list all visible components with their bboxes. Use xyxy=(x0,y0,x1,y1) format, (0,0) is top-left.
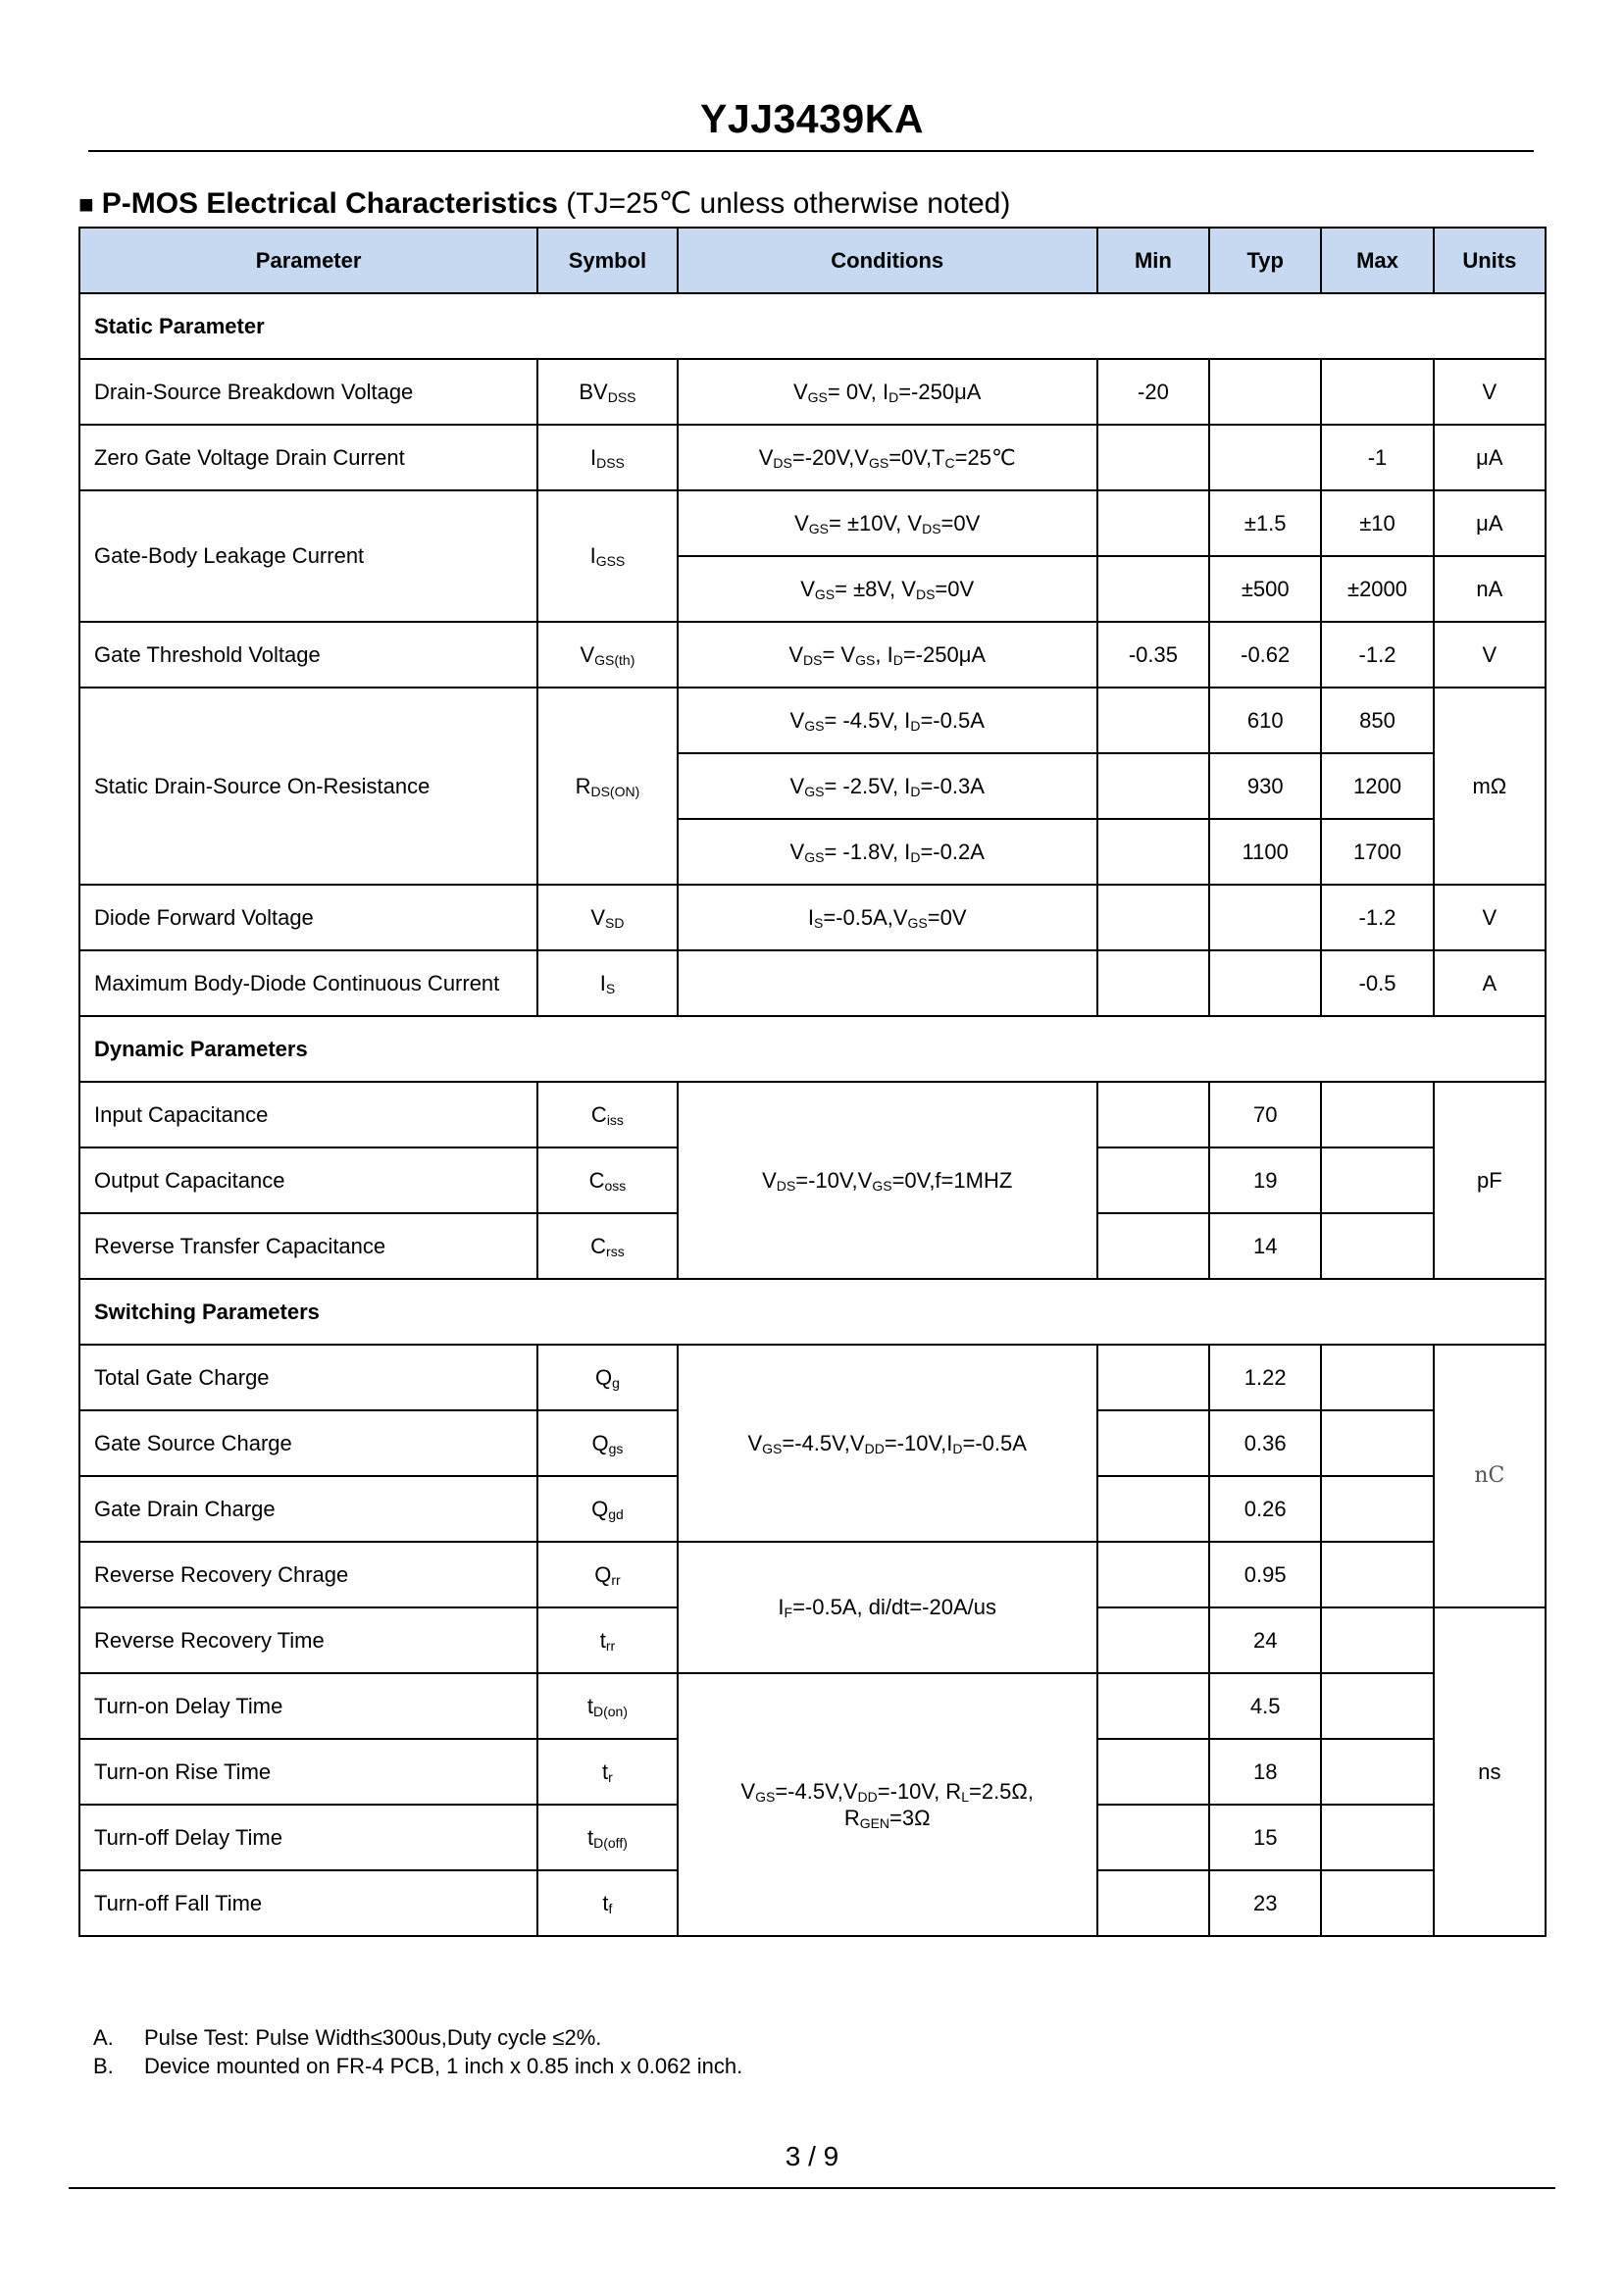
header-cell: Units xyxy=(1434,228,1546,293)
min-cell xyxy=(1097,885,1209,950)
typ-cell: 18 xyxy=(1209,1739,1321,1805)
min-cell: -20 xyxy=(1097,359,1209,425)
typ-cell: 14 xyxy=(1209,1213,1321,1279)
min-cell xyxy=(1097,753,1209,819)
min-cell xyxy=(1097,556,1209,622)
footnote: B. Device mounted on FR-4 PCB, 1 inch x 0.85 inch x 0.062 inch. xyxy=(93,2054,743,2078)
symbol-cell: $t_{D(off)}$ xyxy=(537,1805,677,1870)
condition-cell: $V_{DS}=-10V,V_{GS}=0V,f=1MHZ$ xyxy=(678,1082,1097,1279)
min-cell xyxy=(1097,1870,1209,1936)
param-cell: Drain-Source Breakdown Voltage xyxy=(79,359,537,425)
min-cell xyxy=(1097,1542,1209,1607)
unit-cell: nA xyxy=(1434,556,1546,622)
unit-cell: nC xyxy=(1434,1345,1546,1607)
max-cell xyxy=(1321,359,1433,425)
symbol-cell: $V_{GS(th)}$ xyxy=(537,622,677,688)
max-cell xyxy=(1321,1213,1433,1279)
param-cell: Static Drain-Source On-Resistance xyxy=(79,688,537,885)
typ-cell: 15 xyxy=(1209,1805,1321,1870)
table-header-row xyxy=(79,228,1546,293)
unit-cell: V xyxy=(1434,885,1546,950)
page-number: 3 / 9 xyxy=(785,2141,839,2171)
header-cell: Min xyxy=(1097,228,1209,293)
max-cell: 1200 xyxy=(1321,753,1433,819)
typ-cell: 4.5 xyxy=(1209,1673,1321,1739)
max-cell xyxy=(1321,1870,1433,1936)
condition-cell: $V_{DS}=-20V,V_{GS}=0V,T_C=25℃$ xyxy=(678,425,1097,490)
min-cell xyxy=(1097,1082,1209,1147)
typ-cell xyxy=(1209,885,1321,950)
symbol-cell: $C_{oss}$ xyxy=(537,1147,677,1213)
symbol-cell: $t_f$ xyxy=(537,1870,677,1936)
unit-cell: V xyxy=(1434,359,1546,425)
typ-cell: 23 xyxy=(1209,1870,1321,1936)
header-cell: Typ xyxy=(1209,228,1321,293)
unit-cell: pF xyxy=(1434,1082,1546,1279)
min-cell: -0.35 xyxy=(1097,622,1209,688)
min-cell xyxy=(1097,1476,1209,1542)
condition-cell xyxy=(678,950,1097,1016)
param-cell: Turn-on Delay Time xyxy=(79,1673,537,1739)
typ-cell: -0.62 xyxy=(1209,622,1321,688)
footer-rule xyxy=(69,2187,1555,2189)
typ-cell: 610 xyxy=(1209,688,1321,753)
group-heading: Dynamic Parameters xyxy=(79,1016,1546,1082)
symbol-cell: $t_{rr}$ xyxy=(537,1607,677,1673)
table-row xyxy=(79,622,1546,688)
symbol-cell: $Q_{gd}$ xyxy=(537,1476,677,1542)
max-cell: -0.5 xyxy=(1321,950,1433,1016)
max-cell xyxy=(1321,1673,1433,1739)
min-cell xyxy=(1097,1805,1209,1870)
param-cell: Gate Threshold Voltage xyxy=(79,622,537,688)
symbol-cell: $t_r$ xyxy=(537,1739,677,1805)
max-cell: -1 xyxy=(1321,425,1433,490)
min-cell xyxy=(1097,425,1209,490)
typ-cell xyxy=(1209,425,1321,490)
param-cell: Reverse Recovery Time xyxy=(79,1607,537,1673)
condition-cell: $V_{GS}=-4.5V,V_{DD}=-10V$, $R_L=2.5\Omega$, $R_{GEN}=3\Omega$ xyxy=(678,1673,1097,1936)
unit-cell: V xyxy=(1434,622,1546,688)
unit-cell: μA xyxy=(1434,490,1546,556)
max-cell xyxy=(1321,1345,1433,1410)
unit-cell: mΩ xyxy=(1434,688,1546,885)
condition-cell: $V_{GS}=-4.5V,V_{DD}=-10V,I_D=-0.5A$ xyxy=(678,1345,1097,1542)
table-row xyxy=(79,1542,1546,1607)
param-cell: Turn-off Fall Time xyxy=(79,1870,537,1936)
condition-cell: $V_{GS}= -4.5V$, $I_D=-0.5A$ xyxy=(678,688,1097,753)
typ-cell: 70 xyxy=(1209,1082,1321,1147)
symbol-cell: $I_{DSS}$ xyxy=(537,425,677,490)
unit-cell: μA xyxy=(1434,425,1546,490)
header-cell: Conditions xyxy=(678,228,1097,293)
min-cell xyxy=(1097,950,1209,1016)
table-row xyxy=(79,688,1546,753)
max-cell: 850 xyxy=(1321,688,1433,753)
param-cell: Gate-Body Leakage Current xyxy=(79,490,537,622)
max-cell xyxy=(1321,1542,1433,1607)
typ-cell: 930 xyxy=(1209,753,1321,819)
min-cell xyxy=(1097,490,1209,556)
param-cell: Gate Drain Charge xyxy=(79,1476,537,1542)
max-cell xyxy=(1321,1805,1433,1870)
param-cell: Turn-on Rise Time xyxy=(79,1739,537,1805)
group-heading: Static Parameter xyxy=(79,293,1546,359)
max-cell: ±2000 xyxy=(1321,556,1433,622)
condition-cell: $I_F=-0.5A$, di/dt=-20A/us xyxy=(678,1542,1097,1673)
condition-cell: $V_{GS}= \pm 10V$, $V_{DS}=0V$ xyxy=(678,490,1097,556)
header-cell: Parameter xyxy=(79,228,537,293)
unit-cell: ns xyxy=(1434,1607,1546,1936)
param-cell: Reverse Recovery Chrage xyxy=(79,1542,537,1607)
condition-cell: $V_{GS}= -1.8V$, $I_D=-0.2A$ xyxy=(678,819,1097,885)
typ-cell: 1.22 xyxy=(1209,1345,1321,1410)
symbol-cell: $t_{D(on)}$ xyxy=(537,1673,677,1739)
min-cell xyxy=(1097,1607,1209,1673)
square-bullet-icon: ■ xyxy=(78,189,94,219)
typ-cell: ±500 xyxy=(1209,556,1321,622)
max-cell: -1.2 xyxy=(1321,885,1433,950)
symbol-cell: $Q_{rr}$ xyxy=(537,1542,677,1607)
typ-cell: 1100 xyxy=(1209,819,1321,885)
table-row xyxy=(79,1082,1546,1147)
typ-cell: ±1.5 xyxy=(1209,490,1321,556)
max-cell xyxy=(1321,1607,1433,1673)
typ-cell: 24 xyxy=(1209,1607,1321,1673)
symbol-cell: $I_S$ xyxy=(537,950,677,1016)
min-cell xyxy=(1097,1213,1209,1279)
max-cell xyxy=(1321,1739,1433,1805)
max-cell: ±10 xyxy=(1321,490,1433,556)
param-cell: Turn-off Delay Time xyxy=(79,1805,537,1870)
condition-cell: $V_{GS}= \pm 8V$, $V_{DS}=0V$ xyxy=(678,556,1097,622)
typ-cell xyxy=(1209,950,1321,1016)
typ-cell: 19 xyxy=(1209,1147,1321,1213)
document-title: YJJ3439KA xyxy=(700,96,924,141)
param-cell: Diode Forward Voltage xyxy=(79,885,537,950)
section-title: P-MOS Electrical Characteristics xyxy=(101,187,558,220)
condition-cell: $V_{DS}= V_{GS}$, $I_D=-250\mu A$ xyxy=(678,622,1097,688)
unit-cell: A xyxy=(1434,950,1546,1016)
section-subtitle: (TJ=25℃ unless otherwise noted) xyxy=(566,187,1011,220)
header-cell: Max xyxy=(1321,228,1433,293)
symbol-cell: $I_{GSS}$ xyxy=(537,490,677,622)
header-cell: Symbol xyxy=(537,228,677,293)
table-row xyxy=(79,1673,1546,1739)
symbol-cell: $C_{rss}$ xyxy=(537,1213,677,1279)
min-cell xyxy=(1097,1410,1209,1476)
symbol-cell: $BV_{DSS}$ xyxy=(537,359,677,425)
min-cell xyxy=(1097,1345,1209,1410)
min-cell xyxy=(1097,1147,1209,1213)
max-cell xyxy=(1321,1147,1433,1213)
param-cell: Total Gate Charge xyxy=(79,1345,537,1410)
condition-cell: $V_{GS}= 0V$, $I_D=-250\mu A$ xyxy=(678,359,1097,425)
param-cell: Zero Gate Voltage Drain Current xyxy=(79,425,537,490)
symbol-cell: $V_{SD}$ xyxy=(537,885,677,950)
table-row xyxy=(79,490,1546,556)
table-row xyxy=(79,950,1546,1016)
param-cell: Gate Source Charge xyxy=(79,1410,537,1476)
typ-cell: 0.95 xyxy=(1209,1542,1321,1607)
max-cell: 1700 xyxy=(1321,819,1433,885)
table-row xyxy=(79,885,1546,950)
table-row xyxy=(79,1345,1546,1410)
min-cell xyxy=(1097,1673,1209,1739)
min-cell xyxy=(1097,1739,1209,1805)
footnote: A. Pulse Test: Pulse Width≤300us,Duty cycle ≤2%. xyxy=(93,2025,602,2050)
group-heading: Switching Parameters xyxy=(79,1279,1546,1345)
typ-cell xyxy=(1209,359,1321,425)
param-cell: Output Capacitance xyxy=(79,1147,537,1213)
max-cell xyxy=(1321,1082,1433,1147)
max-cell xyxy=(1321,1410,1433,1476)
min-cell xyxy=(1097,688,1209,753)
condition-cell: $V_{GS}= -2.5V$, $I_D=-0.3A$ xyxy=(678,753,1097,819)
symbol-cell: $R_{DS(ON)}$ xyxy=(537,688,677,885)
param-cell: Input Capacitance xyxy=(79,1082,537,1147)
footnotes xyxy=(93,2023,742,2080)
typ-cell: 0.26 xyxy=(1209,1476,1321,1542)
condition-cell: $I_S=-0.5A,V_{GS}=0V$ xyxy=(678,885,1097,950)
param-cell: Reverse Transfer Capacitance xyxy=(79,1213,537,1279)
max-cell: -1.2 xyxy=(1321,622,1433,688)
table-row xyxy=(79,425,1546,490)
header-rule xyxy=(88,150,1534,152)
symbol-cell: $C_{iss}$ xyxy=(537,1082,677,1147)
characteristics-table xyxy=(78,227,1547,1937)
symbol-cell: $Q_{gs}$ xyxy=(537,1410,677,1476)
typ-cell: 0.36 xyxy=(1209,1410,1321,1476)
min-cell xyxy=(1097,819,1209,885)
table-row xyxy=(79,359,1546,425)
param-cell: Maximum Body-Diode Continuous Current xyxy=(79,950,537,1016)
symbol-cell: $Q_g$ xyxy=(537,1345,677,1410)
section-heading xyxy=(78,186,1010,221)
max-cell xyxy=(1321,1476,1433,1542)
